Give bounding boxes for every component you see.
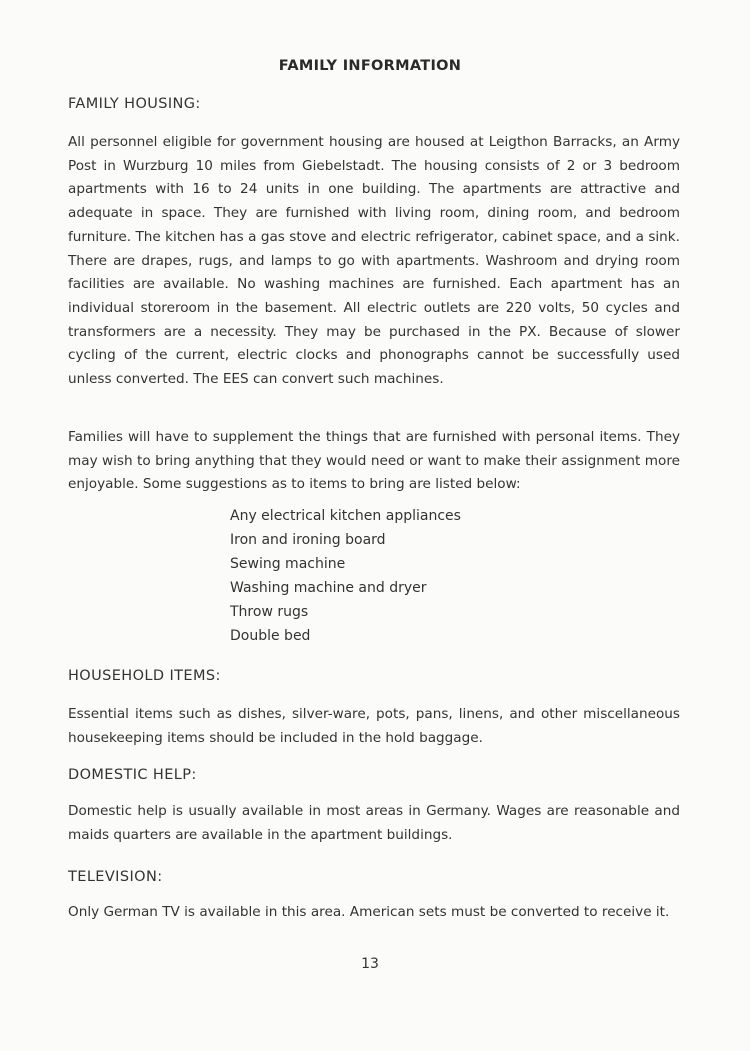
page-title: FAMILY INFORMATION — [278, 58, 462, 74]
list-item: Sewing machine — [230, 555, 346, 572]
family-housing-paragraph-1: All personnel eligible for government housing are housed at Leigthon Barracks, an Army Post in Wurzburg 10 miles from Giebelstadt. The housing consists of 2 or 3 bedroom apartments with 16 to 24 units in one building. The apartments are attractive and adequate in space. They are furnished with living room, dining room, and bedroom furniture. The kitchen has a gas stove and electric refrigerator, cabinet space, and a sink. There are drapes, rugs, and lamps to go with apartments. Washroom and drying room facilities are available. No washing machines are furnished. Each apartment has an individual storeroom in the basement. All electric outlets are 220 volts, 50 cycles and transformers are a necessity. They may be purchased in the PX. Because of slower cycling of the current, electric clocks and phonographs cannot be successfully used unless converted. The EES can convert such machines. — [68, 134, 680, 388]
list-item: Any electrical kitchen appliances — [230, 508, 461, 524]
domestic-help-heading: DOMESTIC HELP: — [68, 767, 197, 783]
list-item: Washing machine and dryer — [230, 579, 427, 596]
suggested-items-list — [230, 505, 461, 648]
television-paragraph: Only German TV is available in this area. American sets must be converted to receive it. — [68, 904, 670, 920]
family-housing-heading: FAMILY HOUSING: — [68, 96, 201, 112]
household-items-heading: HOUSEHOLD ITEMS: — [68, 668, 221, 684]
family-housing-paragraph-2: Families will have to supplement the things that are furnished with personal items. They may wish to bring anything that they would need or want to make their assignment more enjoyable. Some suggestions as to items to bring are listed below: — [68, 429, 680, 493]
list-item: Iron and ironing board — [230, 531, 386, 548]
page-number: 13 — [361, 956, 379, 972]
domestic-help-paragraph: Domestic help is usually available in most areas in Germany. Wages are reasonable and maids quarters are available in the apartment buildings. — [68, 803, 680, 843]
household-items-paragraph: Essential items such as dishes, silver-ware, pots, pans, linens, and other miscellaneous housekeeping items should be included in the hold baggage. — [68, 706, 680, 746]
television-heading: TELEVISION: — [68, 869, 163, 885]
list-item: Throw rugs — [230, 603, 309, 620]
list-item: Double bed — [230, 627, 311, 644]
